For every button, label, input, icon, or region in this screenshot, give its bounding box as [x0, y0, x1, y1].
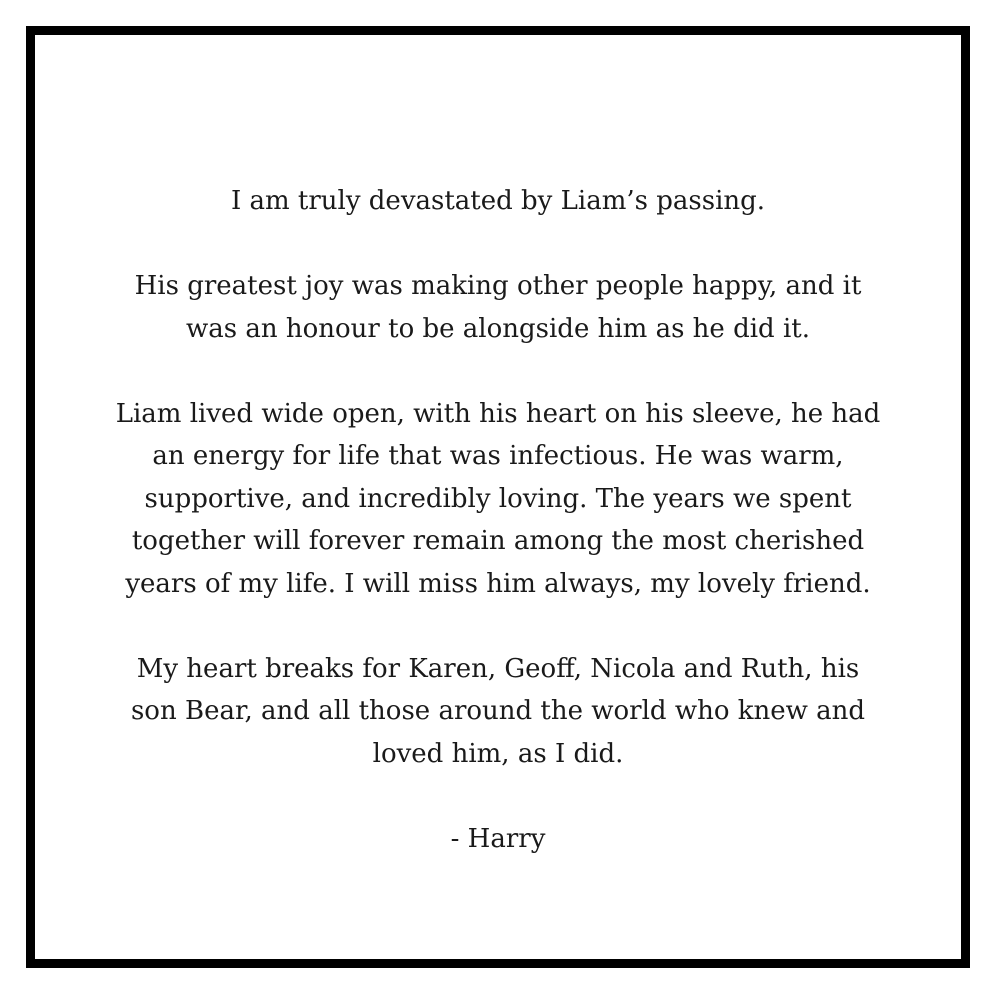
statement-card	[26, 26, 970, 968]
statement-line: an energy for life that was infectious. He was warm,	[152, 441, 844, 471]
paragraph-condolences	[35, 648, 961, 776]
statement-line: loved him, as I did.	[372, 738, 624, 769]
signature: - Harry	[450, 823, 546, 854]
paragraph-opening	[35, 180, 961, 223]
statement-text	[35, 180, 961, 860]
statement-line: I am truly devastated by Liam’s passing.	[230, 186, 766, 216]
statement-line: supportive, and incredibly loving. The years we spent	[144, 483, 852, 514]
statement-line: years of my life. I will miss him always, my lovely friend.	[125, 568, 871, 599]
statement-line: My heart breaks for Karen, Geoff, Nicola and Ruth, his	[136, 653, 860, 684]
statement-line: Liam lived wide open, with his heart on his sleeve, he had	[115, 398, 881, 429]
statement-line: was an honour to be alongside him as he did it.	[186, 313, 810, 344]
statement-line: His greatest joy was making other people happy, and it	[134, 271, 862, 301]
statement-line: son Bear, and all those around the world who knew and	[130, 696, 866, 726]
statement-line: together will forever remain among the most cherished	[131, 526, 865, 556]
paragraph-tribute	[35, 393, 961, 606]
paragraph-greatest-joy	[35, 265, 961, 350]
